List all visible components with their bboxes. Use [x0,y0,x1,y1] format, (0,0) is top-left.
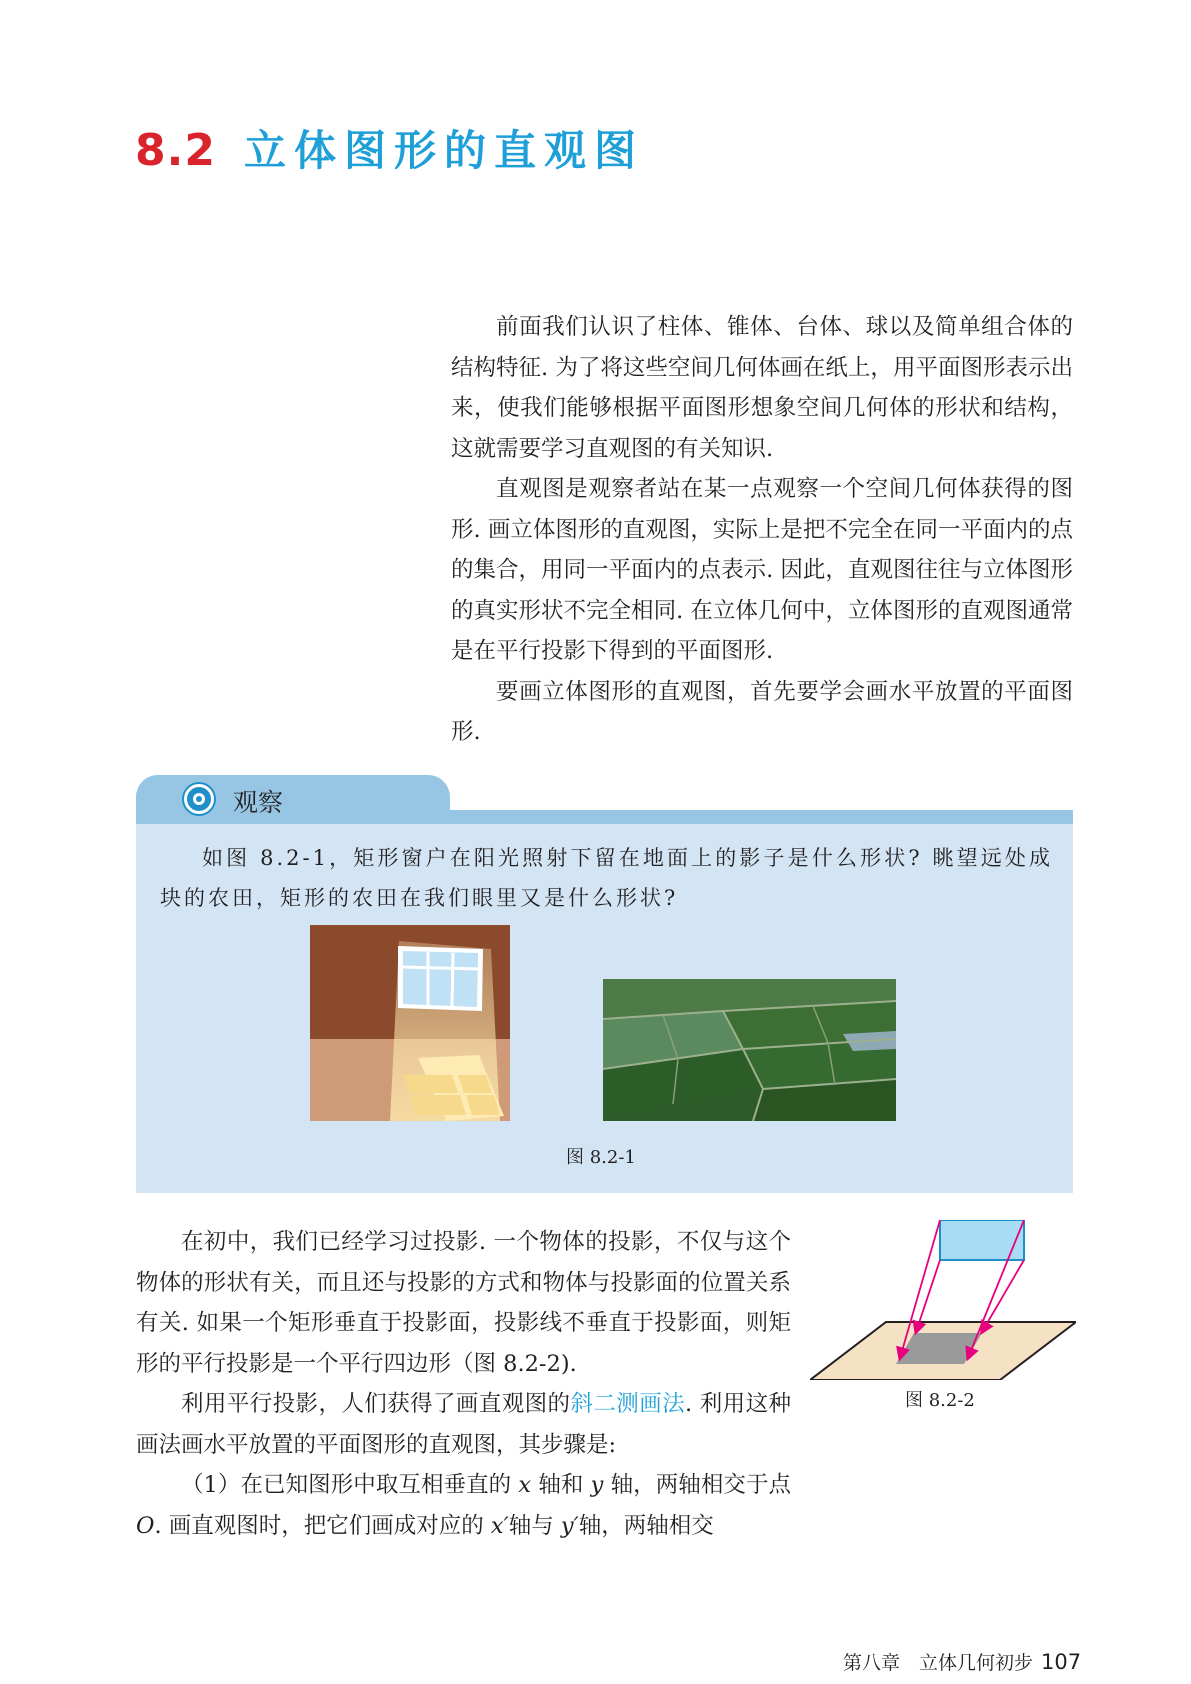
math-y: y [590,1472,604,1498]
parallel-projection-figure [810,1220,1076,1380]
farmland-photo [603,979,896,1121]
body-paragraph [136,1465,791,1546]
section-title: 立体图形的直观图 [243,126,644,175]
intro-paragraph: 前面我们认识了柱体、锥体、台体、球以及简单组合体的结构特征. 为了将这些空间几何体画在纸上，用平面图形表示出来，使我们能够根据平面图形想象空间几何体的形状和结构，这就需要学习直观图的有关知识. [451,314,1073,462]
intro-text [451,307,1073,753]
term-oblique-method: 斜二测画法 [570,1391,686,1417]
text-span: 利用平行投影，人们获得了画直观图的 [181,1391,571,1417]
text-span: 轴，两轴相交 [578,1512,714,1539]
math-x-prime: x′ [490,1512,509,1539]
text-span: . 利用这种画法画水平放置的平面图形的直观图，其步骤是: [136,1391,791,1458]
figure-caption: 图 8.2-2 [905,1390,975,1411]
intro-paragraph: 直观图是观察者站在某一点观察一个空间几何体获得的图形. 画立体图形的直观图，实际上是把不完全在同一平面内的点的集合，用同一平面内的点表示. 因此，直观图往往与立体图形的真实形状不完全相同. 在立体几何中，立体图形的直观图通常是在平行投影下得到的平面图形. [451,476,1073,664]
window-shadow-figure [310,925,510,1121]
figure-caption: 图 8.2-1 [566,1147,636,1168]
page-number: 107 [1041,1650,1082,1674]
body-paragraph: 在初中，我们已经学习过投影. 一个物体的投影，不仅与这个物体的形状有关，而且还与投影的方式和物体与投影面的位置关系有关. 如果一个矩形垂直于投影面，投影线不垂直于投影面，则矩形的平行投影是一个平行四边形（图 8.2-2). [136,1229,791,1377]
text-span: 轴与 [508,1512,561,1539]
observe-label: 观察 [233,788,284,817]
page-footer [843,1648,1081,1675]
text-span: . 画直观图时，把它们画成对应的 [154,1512,491,1539]
math-x: x [518,1472,532,1498]
text-span: 轴，两轴相交于点 [603,1472,791,1498]
math-y-prime: y′ [560,1512,579,1539]
text-span: 轴和 [531,1472,591,1498]
observe-text [160,838,1053,918]
math-o: O [136,1512,155,1539]
body-paragraph [136,1384,791,1465]
text-span: （1）在已知图形中取互相垂直的 [181,1472,519,1498]
section-heading [135,118,644,178]
intro-paragraph: 要画立体图形的直观图，首先要学会画水平放置的平面图形. [451,678,1073,745]
target-icon [184,784,214,814]
section-number: 8.2 [135,125,216,176]
observe-paragraph: 如图 8.2-1，矩形窗户在阳光照射下留在地面上的影子是什么形状? 眺望远处成块的农田，矩形的农田在我们眼里又是什么形状? [160,846,1053,910]
chapter-label: 第八章 立体几何初步 [843,1652,1034,1674]
body-text [136,1222,791,1546]
